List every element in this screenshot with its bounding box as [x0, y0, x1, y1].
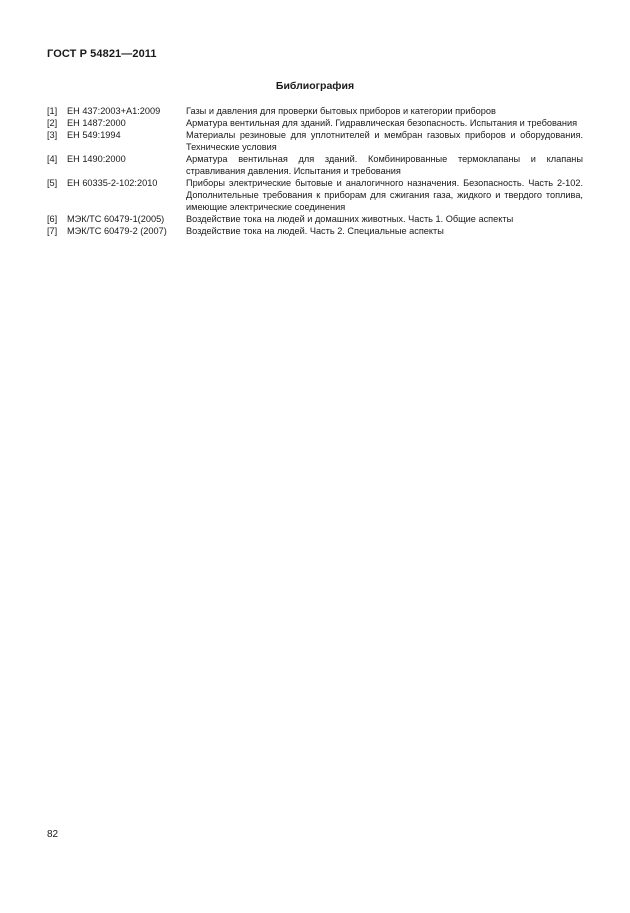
entry-code: ЕН 1490:2000: [67, 154, 126, 164]
bibliography-entry: [47, 117, 583, 129]
entry-description: Газы и давления для проверки бытовых приборов и категории приборов: [186, 106, 496, 116]
entry-code: ЕН 549:1994: [67, 130, 121, 140]
entry-code: МЭК/ТС 60479-2 (2007): [67, 226, 167, 236]
entry-code: ЕН 1487:2000: [67, 118, 126, 128]
entry-number: [3]: [47, 130, 58, 140]
document-id: ГОСТ Р 54821—2011: [47, 48, 157, 60]
entry-description: Воздействие тока на людей и домашних животных. Часть 1. Общие аспекты: [186, 214, 514, 224]
entry-description: Приборы электрические бытовые и аналогичного назначения. Безопасность. Часть 2-102. Дополнительные требования к приборам для сжигания газа, жидкого и твердого топлива, имеющие электрические соединения: [186, 178, 583, 212]
bibliography-heading: Библиография: [275, 80, 355, 92]
entry-number: [2]: [47, 118, 58, 128]
entry-code: ЕН 437:2003+А1:2009: [67, 106, 161, 116]
bibliography-entry: [47, 225, 583, 237]
entry-code: ЕН 60335-2-102:2010: [67, 178, 158, 188]
bibliography-entry: [47, 153, 583, 177]
bibliography-entry: [47, 105, 583, 117]
entry-number: [1]: [47, 106, 58, 116]
entry-description: Материалы резиновые для уплотнителей и мембран газовых приборов и оборудования. Технические условия: [186, 130, 583, 152]
entry-description: Арматура вентильная для зданий. Гидравлическая безопасность. Испытания и требования: [186, 118, 578, 128]
entry-number: [6]: [47, 214, 58, 224]
bibliography-list: [47, 105, 583, 237]
entry-number: [4]: [47, 154, 58, 164]
entry-number: [5]: [47, 178, 58, 188]
document-header: [47, 48, 157, 60]
section-title: [0, 80, 630, 92]
bibliography-entry: [47, 129, 583, 153]
bibliography-entry: [47, 177, 583, 213]
entry-number: [7]: [47, 226, 58, 236]
page-number: 82: [47, 829, 59, 840]
entry-description: Арматура вентильная для зданий. Комбинированные термоклапаны и клапаны стравливания давления. Испытания и требования: [186, 154, 583, 176]
entry-description: Воздействие тока на людей. Часть 2. Специальные аспекты: [186, 226, 444, 236]
bibliography-entry: [47, 213, 583, 225]
entry-code: МЭК/ТС 60479-1(2005): [67, 214, 165, 224]
